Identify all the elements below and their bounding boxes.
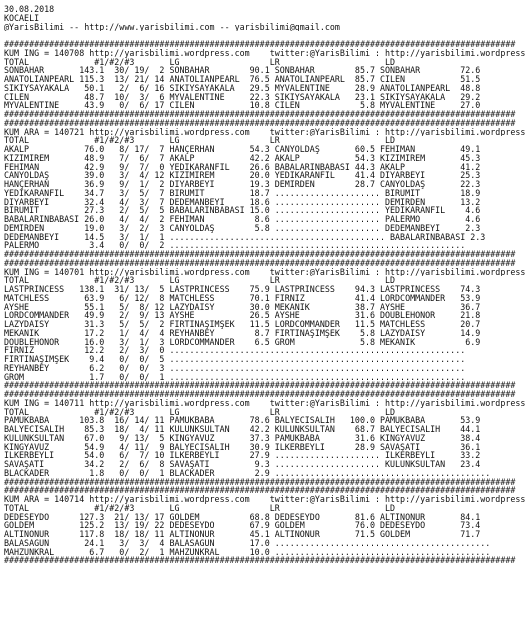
result-row: PALERMO 3.4 0/ 0/ 2 ........................................................... bbox=[4, 241, 466, 250]
race-blocks bbox=[4, 40, 529, 565]
result-row: DEMİRDEN 19.0 3/ 2/ 3 CANYOLDAŞ 5.8 ..................... DEDEMANBEYİ 2.3 bbox=[4, 223, 481, 233]
separator-line: ###################################################################################################### bbox=[4, 556, 516, 565]
result-row: DOUBLEHONOR 16.0 3/ 1/ 3 LORDCOMMANDER 6.5 GROM 5.8 MEKANİK 6.9 bbox=[4, 337, 481, 347]
report-contact-line: @YarisBilimi -- http://www.yarisbilimi.com -- yarisbilimi@gmail.com bbox=[4, 22, 340, 32]
column-header-line: TOTAL #1/#2/#3 LG LR LD bbox=[4, 276, 396, 285]
result-row: BLACKADER 1.8 0/ 0/ 1 BLACKADER 2.9 ........................................... bbox=[4, 468, 491, 478]
result-row: LASTPRINCESS 138.1 31/ 13/ 5 LASTPRINCESS 75.9 LASTPRINCESS 94.3 LASTPRINCESS 74.3 bbox=[4, 285, 481, 294]
report-page bbox=[4, 5, 529, 565]
result-row: SONBAHAR 143.1 30/ 19/ 2 SONBAHAR 90.1 SONBAHAR 85.7 SONBAHAR 72.6 bbox=[4, 66, 481, 75]
result-row: ANATOLIANPEARL 115.3 13/ 21/ 14 ANATOLIANPEARL 76.5 ANATOLIANPEARL 85.7 CİLEN 51.5 bbox=[4, 75, 481, 84]
report-date: 30.08.2018 bbox=[4, 5, 55, 14]
separator-line: ###################################################################################################### bbox=[4, 486, 516, 495]
result-row: LAZYDAISY 31.3 5/ 5/ 2 FIRTINAŞİMŞEK 11.5 LORDCOMMANDER 11.5 MATCHLESS 20.7 bbox=[4, 320, 481, 329]
result-row: GROM 1.7 0/ 0/ 1 ........................................................... bbox=[4, 372, 466, 382]
result-row: KIZIMİREM 48.9 7/ 6/ 7 AKALP 42.2 AKALP 54.3 KIZIMİREM 45.3 bbox=[4, 153, 481, 163]
result-row: FIRTINAŞİMŞEK 9.4 0/ 0/ 5 ........................................................... bbox=[4, 355, 466, 364]
separator-line: ###################################################################################################### bbox=[4, 477, 516, 487]
race-block bbox=[4, 40, 529, 119]
result-row: İLKERBEYLİ 54.0 6/ 7/ 10 İLKERBEYLİ 27.9 ..................... İLKERBEYLİ 33.2 bbox=[4, 451, 481, 460]
result-row: LORDCOMMANDER 49.9 2/ 9/ 13 AYSHE 26.5 AYSHE 31.6 DOUBLEHONOR 21.8 bbox=[4, 311, 481, 320]
result-row: DEDEMANBEYİ 14.5 3/ 1/ 1 ........................................... BABALARINBABASI 2.3 bbox=[4, 232, 486, 242]
column-header-line: TOTAL #1/#2/#3 LG LR LD bbox=[4, 503, 396, 513]
result-row: CANYOLDAŞ 39.0 3/ 4/ 12 KIZIMİREM 20.0 YEDİKARANFİL 41.4 DİYARBEYİ 25.3 bbox=[4, 171, 481, 180]
result-row: YEDİKARANFİL 34.7 3/ 5/ 7 BİRÜMİT 18.7 ..................... BİRÜMİT 18.9 bbox=[4, 188, 481, 198]
race-block bbox=[4, 259, 529, 390]
result-row: HANÇERHAN 36.9 9/ 1/ 2 DİYARBEYİ 19.3 DEMİRDEN 28.7 CANYOLDAŞ 22.3 bbox=[4, 180, 481, 189]
separator-line: ###################################################################################################### bbox=[4, 118, 516, 128]
race-header-line: KUM ARA = 140721 http://yarisbilimi.wordpress.com twitter:@YarisBilimi : http://yarisbilimi.wordpress bbox=[4, 127, 526, 137]
column-header-line: TOTAL #1/#2/#3 LG LR LD bbox=[4, 407, 396, 417]
result-row: MAHZUNKRAL 6.7 0/ 2/ 1 MAHZUNKRAL 10.0 ........................................... bbox=[4, 547, 491, 557]
separator-line: ###################################################################################################### bbox=[4, 40, 516, 49]
race-block bbox=[4, 486, 529, 565]
report-city: KOCAELİ bbox=[4, 13, 40, 23]
result-row: ALTINONUR 117.8 18/ 18/ 11 ALTINONUR 45.1 ALTINONUR 71.5 GÖLDEM 71.7 bbox=[4, 530, 481, 539]
result-row: REYHANBEY 6.2 0/ 0/ 3 ........................................................... bbox=[4, 363, 466, 373]
result-row: BİRÜMİT 27.3 2/ 5/ 5 BABALARINBABASI 15.0 ..................... YEDİKARANFİL 4.6 bbox=[4, 206, 481, 215]
result-row: PAMUKBABA 103.8 16/ 14/ 11 PAMUKBABA 78.6 BALYECİSALİH 100.0 PAMUKBABA 53.9 bbox=[4, 416, 481, 425]
result-row: KINGYAVUZ 54.9 4/ 11/ 9 BALYECİSALİH 30.9 İLKERBEYLİ 28.9 SAVAŞATI 36.1 bbox=[4, 442, 481, 452]
result-row: MEKANİK 17.2 1/ 4/ 4 REYHANBEY 8.7 FIRTINAŞİMŞEK 5.8 LAZYDAISY 14.9 bbox=[4, 328, 481, 338]
result-row: SIKIYSAYAKALA 50.1 2/ 6/ 16 SIKIYSAYAKALA 29.5 MYVALENTINE 28.9 ANATOLIANPEARL 48.8 bbox=[4, 83, 481, 93]
result-row: FEHİMAN 42.9 9/ 7/ 0 YEDİKARANFİL 26.6 BABALARINBABASI 44.3 AKALP 41.2 bbox=[4, 162, 481, 172]
race-header-line: KUM İNG = 140708 http://yarisbilimi.wordpress.com twitter:@YarisBilimi : http://yarisbilimi.wordpress bbox=[4, 48, 526, 58]
race-header-line: KUM İNG = 140711 http://yarisbilimi.wordpress.com twitter:@YarisBilimi : http://yarisbilimi.wordpress bbox=[4, 398, 526, 408]
result-row: FIRNIZ 12.2 2/ 3/ 0 ........................................................... bbox=[4, 346, 466, 355]
result-row: DEDESEYDO 127.3 21/ 13/ 17 GÖLDEM 68.8 DEDESEYDO 81.6 ALTINONUR 84.1 bbox=[4, 512, 481, 522]
column-header-line: TOTAL #1/#2/#3 LG LR LD bbox=[4, 136, 396, 145]
separator-line: ###################################################################################################### bbox=[4, 390, 516, 399]
blank-line bbox=[4, 31, 529, 40]
result-row: AYSHE 55.1 5/ 8/ 12 LAZYDAISY 30.0 MEKANİK 38.7 AYSHE 36.7 bbox=[4, 302, 481, 312]
result-row: KÜLÜNKSULTAN 67.0 9/ 13/ 5 KINGYAVUZ 37.3 PAMUKBABA 31.6 KINGYAVUZ 38.4 bbox=[4, 433, 481, 443]
result-row: CİLEN 48.7 10/ 3/ 6 MYVALENTINE 22.3 SIKIYSAYAKALA 23.1 SIKIYSAYAKALA 29.2 bbox=[4, 92, 481, 102]
separator-line: ###################################################################################################### bbox=[4, 381, 516, 390]
result-row: MYVALENTINE 43.9 0/ 6/ 17 CİLEN 10.8 CİLEN 5.8 MYVALENTINE 27.0 bbox=[4, 101, 481, 110]
separator-line: ###################################################################################################### bbox=[4, 258, 516, 268]
result-row: BALYECİSALİH 85.3 18/ 4/ 11 KÜLÜNKSULTAN 42.2 KÜLÜNKSULTAN 68.7 BALYECİSALİH 44.1 bbox=[4, 425, 481, 434]
race-block bbox=[4, 390, 529, 486]
separator-line: ###################################################################################################### bbox=[4, 110, 516, 119]
column-header-line: TOTAL #1/#2/#3 LG LR LD bbox=[4, 57, 396, 67]
result-row: BABALARINBABASI 26.0 4/ 4/ 2 FEHİMAN 8.6 ..................... PALERMO 4.6 bbox=[4, 215, 481, 224]
result-row: MATCHLESS 63.9 6/ 12/ 8 MATCHLESS 70.1 FIRNIZ 41.4 LORDCOMMANDER 53.9 bbox=[4, 293, 481, 303]
separator-line: ###################################################################################################### bbox=[4, 250, 516, 259]
race-header-line: KUM ARA = 140714 http://yarisbilimi.wordpress.com twitter:@YarisBilimi : http://yarisbilimi.wordpress bbox=[4, 495, 526, 504]
result-row: AKALP 76.0 8/ 17/ 7 HANÇERHAN 54.3 CANYOLDAŞ 60.5 FEHİMAN 49.1 bbox=[4, 145, 481, 154]
result-row: SAVAŞATI 34.2 2/ 6/ 8 SAVAŞATI 9.3 ..................... KÜLÜNKSULTAN 23.4 bbox=[4, 460, 481, 469]
result-row: GÖLDEM 125.2 13/ 19/ 22 DEDESEYDO 67.9 GÖLDEM 76.0 DEDESEYDO 73.4 bbox=[4, 521, 481, 530]
race-block bbox=[4, 119, 529, 259]
result-row: DİYARBEYİ 32.4 4/ 3/ 7 DEDEMANBEYİ 18.6 ..................... DEMİRDEN 13.2 bbox=[4, 197, 481, 207]
result-row: BALASAGUN 24.1 3/ 3/ 4 BALASAGUN 17.0 ........................................... bbox=[4, 538, 491, 548]
race-header-line: KUM İNG = 140701 http://yarisbilimi.wordpress.com twitter:@YarisBilimi : http://yarisbilimi.wordpress bbox=[4, 267, 526, 277]
